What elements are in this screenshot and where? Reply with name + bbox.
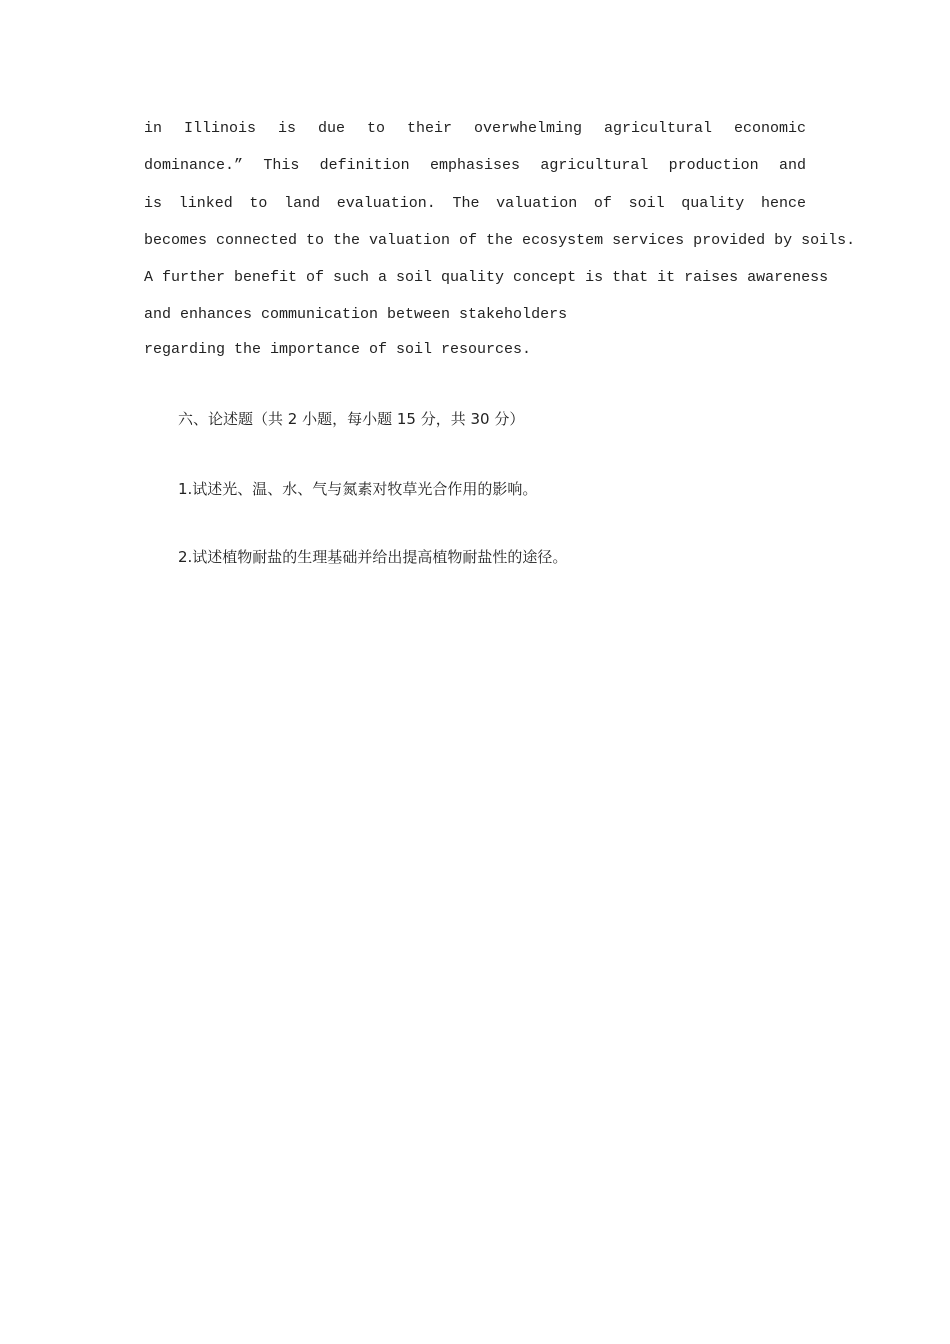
paragraph-line: in Illinois is due to their overwhelming agricultural economic xyxy=(144,120,806,137)
paragraph-line: A further benefit of such a soil quality concept is that it raises awareness xyxy=(144,269,829,286)
essay-question: 1.试述光、温、水、气与氮素对牧草光合作用的影响。 xyxy=(178,480,538,498)
paragraph-line: regarding the importance of soil resources. xyxy=(144,341,532,358)
paragraph-line: and enhances communication between stakeholders xyxy=(144,306,568,323)
paragraph-line: dominance.” This definition emphasises agricultural production and xyxy=(144,157,806,174)
section-heading: 六、论述题（共 2 小题，每小题 15 分，共 30 分） xyxy=(178,410,525,428)
paragraph-line: is linked to land evaluation. The valuation of soil quality hence xyxy=(144,195,806,212)
paragraph-line: becomes connected to the valuation of the ecosystem services provided by soils. xyxy=(144,232,856,249)
essay-question: 2.试述植物耐盐的生理基础并给出提高植物耐盐性的途径。 xyxy=(178,548,568,566)
